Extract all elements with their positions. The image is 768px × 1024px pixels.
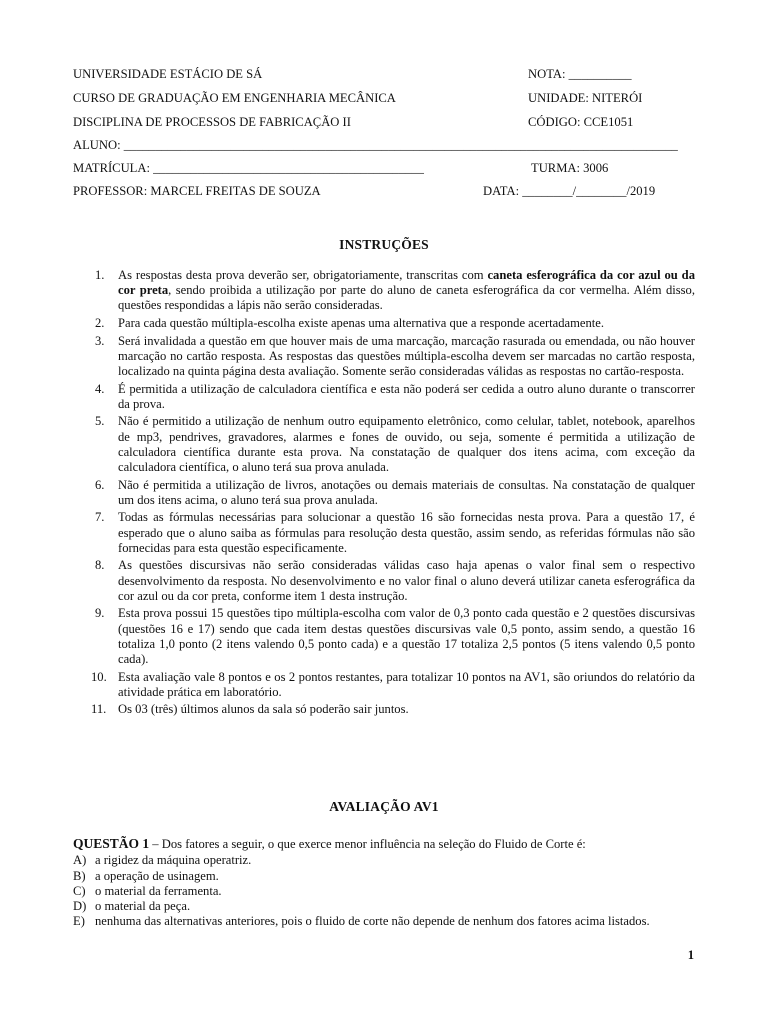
- instruction-item: 11. Os 03 (três) últimos alunos da sala só poderão sair juntos.: [91, 702, 409, 717]
- instruction-item: 7. Todas as fórmulas necessárias para solucionar a questão 16 são fornecidas nesta prova. Para a questão 17, é esperado que o aluno saiba as fórmulas para resolução desta questão, assim sendo, as referidas fórmulas não são fornecidas para esta questão especificamente.: [95, 510, 695, 555]
- student-name-field: ALUNO: ________________________________________________________________________________________: [73, 138, 678, 152]
- question-text: – Dos fatores a seguir, o que exerce menor influência na seleção do Fluido de Corte é:: [149, 837, 586, 851]
- course-code: CÓDIGO: CCE1051: [528, 115, 634, 129]
- option-d[interactable]: D) o material da peça.: [73, 899, 191, 914]
- question-1: [73, 836, 695, 930]
- discipline-name: DISCIPLINA DE PROCESSOS DE FABRICAÇÃO II: [73, 115, 351, 129]
- header-row-4: [73, 138, 693, 160]
- instruction-item: 10. Esta avaliação vale 8 pontos e os 2 pontos restantes, para totalizar 10 pontos na AV1, são oriundos do relatório da atividade prática em laboratório.: [91, 669, 695, 699]
- university-name: UNIVERSIDADE ESTÁCIO DE SÁ: [73, 67, 263, 81]
- option-a[interactable]: A) a rigidez da máquina operatriz.: [73, 853, 252, 868]
- instruction-item: 1. As respostas desta prova deverão ser, obrigatoriamente, transcritas com caneta esferográfica da cor azul ou da cor preta, sendo proibida a utilização por parte do aluno de caneta esferográfica da cor vermelha. Além disso, questões respondidas a lápis não serão consideradas.: [95, 268, 696, 313]
- date-field: DATA: ________/________/2019: [483, 184, 656, 198]
- header-row-5: [73, 161, 693, 183]
- instructions-title: INSTRUÇÕES: [339, 237, 429, 252]
- instructions-list: [73, 268, 695, 720]
- instruction-item: 9. Esta prova possui 15 questões tipo múltipla-escolha com valor de 0,3 ponto cada questão e 2 questões discursivas (questões 16 e 17) sendo que cada item destas questões discursivas vale 0,5 ponto, assim sendo, a questão 16 totaliza 1,0 ponto (2 itens valendo 0,5 ponto cada) e a questão 17 totaliza 2,5 pontos (5 itens valendo 0,5 ponto cada).: [95, 606, 695, 666]
- class-field: TURMA: 3006: [531, 161, 609, 175]
- option-b[interactable]: B) a operação de usinagem.: [73, 868, 219, 883]
- instruction-item: 3. Será invalidada a questão em que houver mais de uma marcação, marcação rasurada ou emendada, ou não houver marcação no cartão resposta. As respostas das questões múltipla-escolha devem ser marcadas no cartão resposta, localizado na quinta página desta avaliação. Somente serão consideradas válidas as respostas no cartão-resposta.: [95, 333, 695, 378]
- page-number: 1: [687, 948, 694, 962]
- instruction-item: 6. Não é permitida a utilização de livros, anotações ou demais materiais de consultas. Na constatação de qualquer um dos itens acima, o aluno terá sua prova anulada.: [95, 477, 695, 507]
- option-c[interactable]: C) o material da ferramenta.: [73, 883, 222, 898]
- instruction-item: 5. Não é permitido a utilização de nenhum outro equipamento eletrônico, como celular, tablet, notebook, aparelhos de mp3, pendrives, gravadores, alarmes e fones de ouvido, ou seja, somente é permitida a utilização de calculadora científica durante esta prova. Na constatação de qualquer dos itens acima, com exceção da calculadora científica, o aluno terá sua prova anulada.: [95, 414, 695, 474]
- header-row-3: [73, 115, 693, 137]
- question-stem: [73, 836, 695, 852]
- option-e[interactable]: E) nenhuma das alternativas anteriores, pois o fluido de corte não depende de nenhum dos fatores acima listados.: [73, 914, 650, 929]
- course-name: CURSO DE GRADUAÇÃO EM ENGENHARIA MECÂNICA: [73, 91, 396, 105]
- registration-field: MATRÍCULA: ___________________________________________: [73, 161, 424, 175]
- instruction-item: 4. É permitida a utilização de calculadora científica e esta não poderá ser cedida a outro aluno durante o transcorrer da prova.: [95, 381, 695, 411]
- instruction-item: 2. Para cada questão múltipla-escolha existe apenas uma alternativa que a responde acertadamente.: [95, 316, 605, 330]
- instruction-item: 8. As questões discursivas não serão consideradas válidas caso haja apenas o valor final sem o respectivo desenvolvimento da resposta. No desenvolvimento e no valor final o aluno deverá utilizar caneta esferográfica da cor azul ou da cor preta, conforme item 1 desta instrução.: [95, 558, 695, 603]
- question-label: QUESTÃO 1: [73, 836, 150, 851]
- evaluation-title: AVALIAÇÃO AV1: [329, 799, 439, 814]
- campus-field: UNIDADE: NITERÓI: [528, 91, 643, 105]
- header-row-6: [73, 184, 693, 206]
- header-row-1: [73, 67, 693, 89]
- grade-field: NOTA: __________: [528, 67, 632, 81]
- header-row-2: [73, 91, 693, 113]
- professor-name: PROFESSOR: MARCEL FREITAS DE SOUZA: [73, 184, 321, 198]
